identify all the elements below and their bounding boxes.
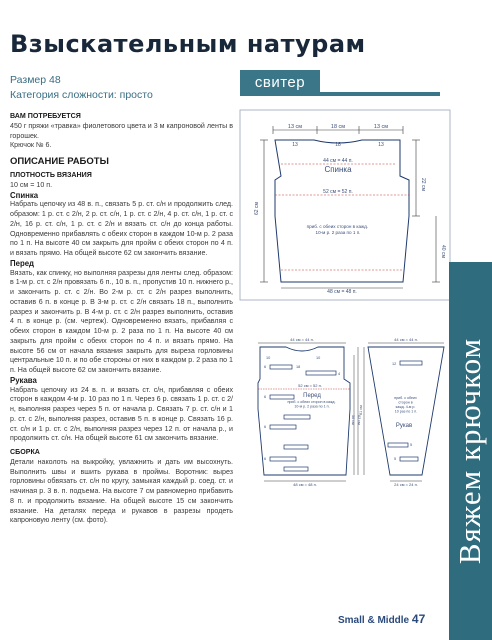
page-footer — [338, 612, 425, 626]
front-count-1: 10 — [266, 356, 271, 360]
sleeve-bottom-width: 24 см = 24 п. — [394, 482, 418, 487]
front-count-8: 6 — [264, 457, 267, 461]
front-top-width: 44 см = 44 п. — [290, 337, 314, 342]
assembly-text: Детали наколоть на выкройку, увлажнить и дать им высохнуть. Выполнить швы и вшить рукава в проймы. Воротник: вырез горловины обвязать ст. с/н по кругу, замыкая каждый р. соед. ст. и начиная р. 3 в. п. подъема. На высоте 7 см равномерно прибавить 8 п. и продолжить вязание. На общей высоте 15 см закончить вязание. На деталях переда и рукавов в разрезы продеть капроновую ленту (см. фото). — [10, 457, 233, 525]
sleeve-count-2: 5 — [410, 443, 413, 447]
work-title: ОПИСАНИЕ РАБОТЫ — [10, 156, 109, 167]
front-note: приб. с обеих сторон в кажд. 10-м р. 2 раза по 1 п. — [287, 400, 336, 409]
front-count-7: 6 — [264, 425, 267, 429]
sleeve-count-3: 5 — [394, 457, 397, 461]
section-sidebar-text-wrap — [449, 262, 492, 640]
back-top-count-3: 13 — [378, 142, 384, 148]
sleeve-count-1: 12 — [392, 362, 397, 366]
back-height-62: 62 см — [254, 202, 260, 215]
back-note: приб. с обеих сторон в кажд. 10-м р. 2 раза по 1 п. — [306, 224, 369, 235]
back-top-dim-1: 13 см — [287, 124, 303, 130]
back-top-count-2: 18 — [335, 142, 341, 148]
difficulty-label: Категория сложности: просто — [10, 89, 153, 101]
sleeve-height-61: 61 см — [359, 405, 363, 415]
back-text: Набрать цепочку из 48 в. п., связать 5 р. ст. с/н и продолжить след. образом: 1 р. ст. с 2/н, 2 р. ст. с/н, 1 р. ст. с 2/н, 4 р. ст. с/н, 1 р. ст. с 2/н, 16 р. ст. с/н, 1 р. ст. с 2/н и вязать ст. с/н до конца работы. Одновременно прибавлять с обеих сторон в каждом 10-м р. 2 раза по 1 п. На высоте 40 см закрыть для пройм с обеих сторон по 4 п. и вязать прямо. На общей высоте 62 см закончить вязание. — [10, 200, 233, 257]
front-count-6: 6 — [264, 395, 267, 399]
category-badge: свитер — [240, 70, 320, 96]
front-height-56: 56 см — [351, 415, 355, 425]
materials-title: ВАМ ПОТРЕБУЕТСЯ — [10, 112, 81, 120]
sleeve-diagram — [360, 335, 448, 490]
instructions-column — [10, 112, 233, 526]
footer-magazine: Small & Middle — [338, 615, 410, 626]
back-width-44: 44 см = 44 п. — [323, 158, 353, 164]
sleeve-title: Рукава — [10, 375, 37, 385]
back-title-label: Спинка — [324, 165, 352, 174]
front-count-3: 6 — [264, 365, 267, 369]
front-title-label: Перед — [303, 393, 321, 399]
page-number: 47 — [411, 612, 426, 626]
front-bottom-width: 48 см = 48 п. — [293, 482, 317, 487]
front-count-2: 10 — [316, 356, 321, 360]
assembly-title: СБОРКА — [10, 448, 40, 456]
front-count-5: 4 — [338, 372, 341, 376]
back-height-40: 40 см — [440, 245, 446, 258]
gauge-title: ПЛОТНОСТЬ ВЯЗАНИЯ — [10, 171, 92, 179]
page-title: Взыскательным натурам — [10, 30, 366, 58]
gauge-text: 10 см = 10 п. — [10, 180, 53, 189]
back-bottom-width: 48 см = 48 п. — [327, 289, 357, 295]
back-top-count-1: 13 — [292, 142, 298, 148]
sleeve-note: приб. с обеих сторон в кажд. 4-м р. 10 раз по 1 п. — [394, 396, 418, 414]
sleeve-title-label: Рукав — [395, 423, 413, 429]
hook-text: Крючок № 6. — [10, 141, 52, 150]
sleeve-text: Набрать цепочку из 24 в. п. и вязать ст. с/н, прибавляя с обеих сторон в каждом 4-м р. 10 раз по 1 п. Через 6 р. связать 1 р. ст. с 2/н, выполняя разрез через 5 п. от начала р. Связать 7 р. ст. с/н и 1 р. ст. с 2/н, выполняя разрез, оставив 5 п. в конце р. Связать 16 р. ст. с/н и 1 р. ст. с 2/н, выполняя разрез через 12 п. от начала р., и продолжить ст. с/н. На общей высоте 61 см закончить вязание. — [10, 385, 233, 443]
front-title: Перед — [10, 258, 34, 268]
back-top-dim-2: 18 см — [330, 124, 346, 130]
front-diagram — [250, 335, 360, 490]
front-height-62: 62 см — [357, 415, 361, 425]
front-width-52: 52 см = 52 п. — [298, 383, 322, 388]
back-top-dim-3: 13 см — [373, 124, 389, 130]
back-width-52: 52 см = 52 п. — [323, 189, 353, 195]
materials-text: 450 г пряжи «травка» фиолетового цвета и 3 м капроновой ленты в горошек. — [10, 121, 233, 140]
size-label: Размер 48 — [10, 74, 61, 86]
back-height-22: 22 см — [420, 178, 426, 191]
sleeve-top-width: 44 см = 44 п. — [394, 337, 418, 342]
back-diagram — [240, 110, 450, 300]
section-sidebar-label: Вяжем крючком — [452, 337, 488, 565]
back-title: Спинка — [10, 190, 39, 200]
front-count-4: 18 — [296, 365, 301, 369]
front-text: Вязать, как спинку, но выполняя разрезы для ленты след. образом: в 1-м р. ст. с 2/н провязать 6 п., 10 в. п., пропустив 10 п. нижнего р., и закончить р. ст. с 2/н. Во 2-м р. ст. с 2/н разрез выполнить, оставив 6 п. в конце р. В 3-м р. ст. с 2/н связать 18 п., выполнить разрез и закончить р. В 4-м р. ст. с 2/н разрез выполнить, оставив 4 п. в конце р. (см. чертеж). Одновременно вязать, прибавляя с обеих сторон в каждом 10-м р. 2 раза по 1 п. На высоте 40 см закрыть для пройм с обеих сторон по 4 п. и вязать прямо. На высоте 56 см от начала вязания закрыть для выреза горловины центральные 10 п. и по обе стороны от них в каждом р. 2 раза по 1 п. На общей высоте 62 см закончить вязание. — [10, 268, 233, 374]
